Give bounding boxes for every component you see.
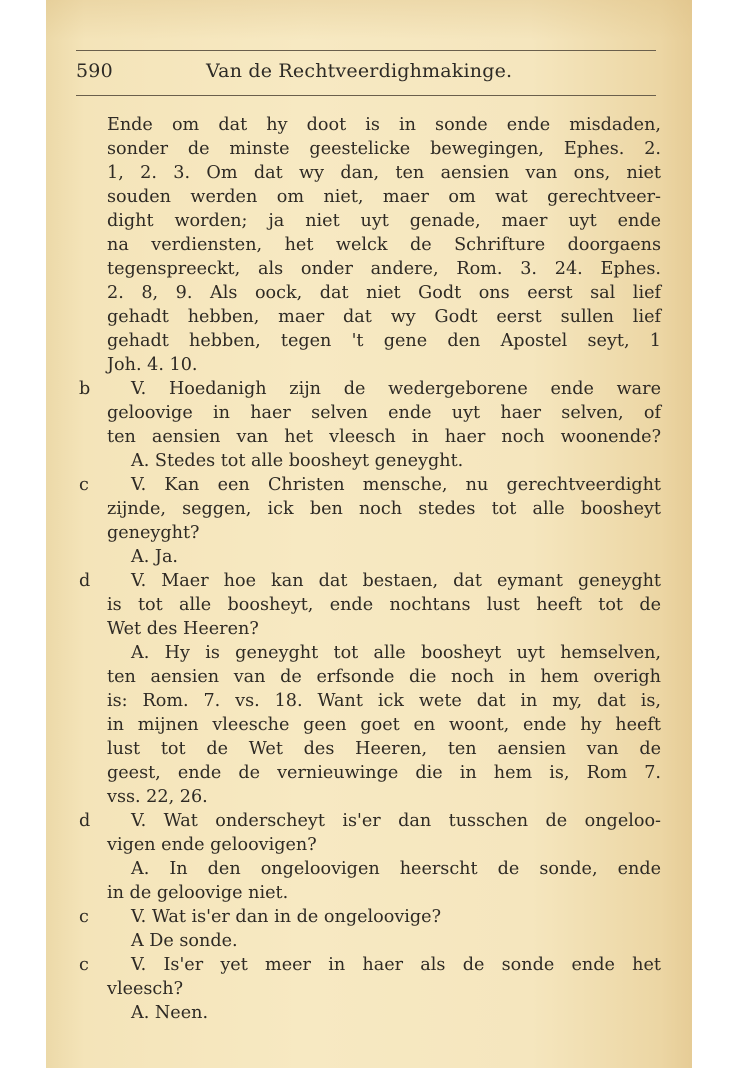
text-line: vleesch?: [107, 979, 184, 999]
question-line: V. Maer hoe kan dat bestaen, dat eymant geneyght: [131, 571, 661, 591]
answer-line: A De sonde.: [131, 931, 238, 951]
header-top-rule: [76, 50, 656, 51]
question-line: V. Wat onderscheyt is'er dan tusschen de ongeloo-: [131, 811, 661, 831]
text-line: vigen ende geloovigen?: [107, 835, 317, 855]
margin-letter: b: [79, 379, 91, 399]
text-line: gehadt hebben, tegen 't gene den Apostel seyt, 1: [107, 331, 661, 351]
margin-letter: d: [79, 811, 91, 831]
text-line: lust tot de Wet des Heeren, ten aensien van de: [107, 739, 661, 759]
text-line: Joh. 4. 10.: [107, 355, 198, 375]
question-line: V. Is'er yet meer in haer als de sonde ende het: [131, 955, 661, 975]
text-line: geneyght?: [107, 523, 200, 543]
answer-line: A. Neen.: [131, 1003, 209, 1023]
margin-letter: c: [79, 955, 89, 975]
running-title: Van de Rechtveerdighmakinge.: [206, 60, 513, 82]
text-line: gehadt hebben, maer dat wy Godt eerst sullen lief: [107, 307, 661, 327]
question-line: V. Hoedanigh zijn de wedergeborene ende ware: [131, 379, 661, 399]
answer-line: A. Hy is geneyght tot alle boosheyt uyt hemselven,: [131, 643, 661, 663]
margin-letter: c: [79, 907, 89, 927]
text-line: ten aensien van het vleesch in haer noch woonende?: [107, 427, 661, 447]
text-line: is: Rom. 7. vs. 18. Want ick wete dat in my, dat is,: [107, 691, 661, 711]
page-shadow: [46, 0, 692, 40]
text-line: na verdiensten, het welck de Schrifture doorgaens: [107, 235, 661, 255]
text-line: geest, ende de vernieuwinge die in hem is, Rom 7.: [107, 763, 661, 783]
text-line: in mijnen vleesche geen goet en woont, ende hy heeft: [107, 715, 661, 735]
text-line: is tot alle boosheyt, ende nochtans lust heeft tot de: [107, 595, 661, 615]
text-line: zijnde, seggen, ick ben noch stedes tot alle boosheyt: [107, 499, 661, 519]
text-line: sonder de minste geestelicke bewegingen, Ephes. 2.: [107, 139, 661, 159]
text-line: Ende om dat hy doot is in sonde ende misdaden,: [107, 115, 661, 135]
text-line: souden werden om niet, maer om wat gerechtveer-: [107, 187, 661, 207]
text-line: ten aensien van de erfsonde die noch in hem overigh: [107, 667, 661, 687]
answer-line: A. Ja.: [131, 547, 179, 567]
text-line: 2. 8, 9. Als oock, dat niet Godt ons eerst sal lief: [107, 283, 661, 303]
margin-letter: c: [79, 475, 89, 495]
answer-line: A. In den ongeloovigen heerscht de sonde, ende: [131, 859, 661, 879]
answer-line: A. Stedes tot alle boosheyt geneyght.: [131, 451, 464, 471]
text-line: in de geloovige niet.: [107, 883, 289, 903]
text-line: Wet des Heeren?: [107, 619, 259, 639]
page-number: 590: [76, 60, 113, 82]
text-line: geloovige in haer selven ende uyt haer selven, of: [107, 403, 661, 423]
text-line: 1, 2. 3. Om dat wy dan, ten aensien van ons, niet: [107, 163, 661, 183]
text-line: dight worden; ja niet uyt genade, maer uyt ende: [107, 211, 661, 231]
margin-letter: d: [79, 571, 91, 591]
text-line: vss. 22, 26.: [107, 787, 208, 807]
question-line: V. Kan een Christen mensche, nu gerechtveerdight: [131, 475, 661, 495]
header-bottom-rule: [76, 95, 656, 96]
text-line: tegenspreeckt, als onder andere, Rom. 3. 24. Ephes.: [107, 259, 661, 279]
question-line: V. Wat is'er dan in de ongeloovige?: [131, 907, 442, 927]
